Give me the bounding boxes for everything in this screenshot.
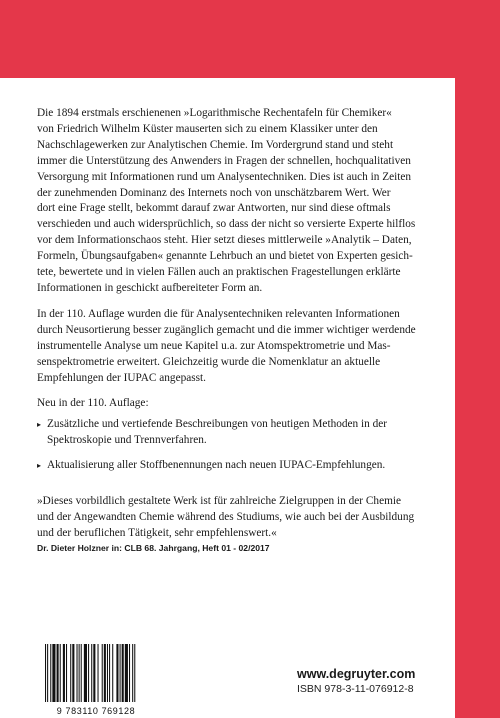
text-line: Nachschlagewerken zur Analytischen Chemie. Im Vordergrund stand und steht <box>37 138 394 151</box>
text-line: vor dem Informationschaos steht. Hier setzt dieses mittlerweile »Analytik – Daten, <box>37 234 412 247</box>
text-line: Spektroskopie und Trennverfahren. <box>47 434 207 447</box>
triangle-bullet-icon: ▸ <box>37 461 42 471</box>
text-line: und der beruflichen Tätigkeit, sehr empfehlenswert.« <box>37 526 277 539</box>
isbn-number: ISBN 978-3-11-076912-8 <box>297 683 414 695</box>
text-line: Empfehlungen der IUPAC angepasst. <box>37 371 207 384</box>
text-line: Die 1894 erstmals erschienenen »Logarithmische Rechentafeln für Chemiker« <box>37 107 392 119</box>
feature-bullet <box>37 458 425 474</box>
triangle-bullet-icon: ▸ <box>37 420 42 430</box>
text-line: der zunehmenden Dominanz des Internets noch von unschätzbarem Wert. Wer <box>37 186 391 199</box>
text-line: Formeln, Übungsaufgaben« genannte Lehrbuch an und bietet von Experten gesich- <box>37 250 413 263</box>
isbn-barcode <box>37 642 155 718</box>
blurb-text <box>37 106 425 554</box>
text-line: Versorgung mit Informationen rund um Analysentechniken. Dies ist auch in Zeiten <box>37 170 412 183</box>
new-features-heading: Neu in der 110. Auflage: <box>37 397 149 410</box>
text-line: dort eine Frage stellt, bekommt darauf zwar Antworten, nur sind diese oftmals <box>37 202 391 215</box>
feature-bullet <box>37 417 425 449</box>
text-line: Informationen in geschickt aufbereiteter Form an. <box>37 281 263 294</box>
review-quote <box>37 494 425 554</box>
text-line: durch Neusortierung besser zugänglich gemacht und die immer wichtiger werdende <box>37 323 416 336</box>
text-line: In der 110. Auflage wurden die für Analysentechniken relevanten Informationen <box>37 307 400 320</box>
back-cover-panel <box>0 78 455 718</box>
text-line: von Friedrich Wilhelm Küster mauserten sich zu einem Klassiker unter den <box>37 122 378 135</box>
text-line: senspektrometrie erweitert. Gleichzeitig wurde die Nomenklatur an aktuelle <box>37 355 381 368</box>
text-line: tete, bewertete und in vielen Fällen auch an praktischen Fragestellungen erklärte <box>37 266 401 279</box>
text-line: Aktualisierung aller Stoffbenennungen nach neuen IUPAC-Empfehlungen. <box>47 459 386 472</box>
text-line: Zusätzliche und vertiefende Beschreibungen von heutigen Methoden in der <box>47 418 388 431</box>
barcode-bars <box>37 642 155 704</box>
text-line: und der Angewandten Chemie während des Studiums, wie auch bei der Ausbildung <box>37 510 415 523</box>
quote-attribution: Dr. Dieter Holzner in: CLB 68. Jahrgang, Heft 01 - 02/2017 <box>37 542 270 553</box>
text-line: immer die Unterstützung des Anwenders in Fragen der schnellen, hochqualitativen <box>37 154 411 167</box>
intro-paragraph <box>37 106 425 297</box>
text-line: verschieden und auch widersprüchlich, so dass der nicht so versierte Experte hilflos <box>37 218 416 231</box>
barcode-digits: 9 783110 769128 <box>56 706 136 716</box>
publisher-url[interactable]: www.degruyter.com <box>297 667 416 681</box>
edition-paragraph <box>37 307 425 387</box>
text-line: instrumentelle Analyse um neue Kapitel u.a. zur Atomspektrometrie und Mas- <box>37 339 391 352</box>
text-line: »Dieses vorbildlich gestaltete Werk ist für zahlreiche Zielgruppen in der Chemie <box>37 495 402 508</box>
publisher-info <box>297 666 415 697</box>
